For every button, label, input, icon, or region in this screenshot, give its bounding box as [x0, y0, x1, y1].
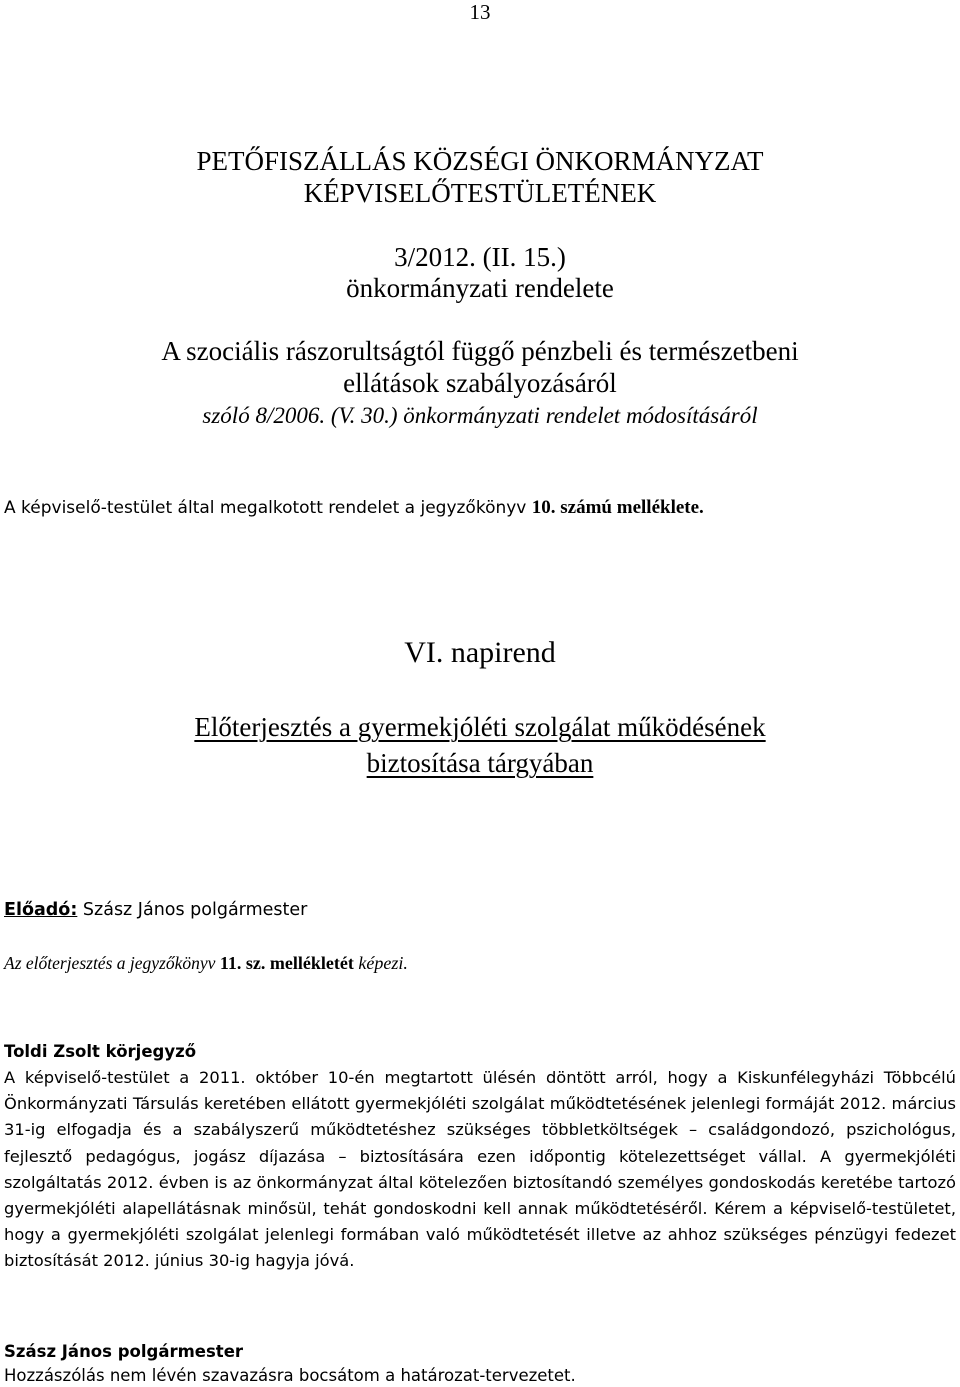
presenter-label: Előadó: — [4, 900, 78, 920]
decree-number: 3/2012. (II. 15.) — [394, 242, 566, 272]
decree-subject-line2: ellátások szabályozásáról — [343, 368, 617, 398]
speaker-szasz-text: Hozzászólás nem lévén szavazásra bocsátom a határozat-tervezetet. — [4, 1366, 576, 1385]
annex-note — [4, 495, 704, 521]
annex-note-bold: 10. számú melléklete. — [531, 497, 704, 518]
amended-decree-line: szóló 8/2006. (V. 30.) önkormányzati rendelet módosításáról — [202, 403, 758, 428]
attachment-note — [4, 949, 408, 977]
agenda-number: VI. napirend — [404, 636, 556, 669]
speaker-toldi-text: A képviselő-testület a 2011. október 10-én megtartott ülésén döntött arról, hogy a Kiskunfélegyházi Többcélú Önkormányzati Társulás keretében ellátott gyermekjóléti szolgálat működtetésének jelenlegi formáját 2012. március 31-ig elfogadja és a szabályszerű működtetéshez szükséges többletköltségek – családgondozó, pszichológus, fejlesztő pedagógus, jogász díjazása – biztosítására ezen időpontig kötelezettséget vállal. A gyermekjóléti szolgáltatás 2012. évben is az önkormányzat által kötelezően biztosítandó személyes gondoskodás keretébe tartozó gyermekjóléti alapellátásnak minősül, tehát gondoskodni kell annak működtetéséről. Kérem a képviselő-testületet, hogy a gyermekjóléti szolgálat jelenlegi formában való működtetését illetve az ahhoz szükséges pénzügyi fedezet biztosítását 2012. június 30-ig hagyja jóvá. — [4, 1068, 956, 1271]
attachment-note-suffix: képezi. — [358, 953, 408, 973]
presenter-name: Szász János polgármester — [82, 900, 308, 920]
presenter-line — [4, 896, 307, 924]
page-number: 13 — [469, 0, 491, 24]
org-title-line2: KÉPVISELŐTESTÜLETÉNEK — [303, 178, 657, 208]
attachment-note-bold: 11. sz. mellékletét — [219, 953, 354, 973]
decree-type: önkormányzati rendelete — [346, 273, 614, 303]
speaker-szasz: Szász János polgármester — [4, 1342, 244, 1361]
agenda-title-line2: biztosítása tárgyában — [366, 748, 594, 778]
decree-subject-line1: A szociális rászorultságtól függő pénzbeli és természetbeni — [161, 336, 799, 366]
attachment-note-prefix: Az előterjesztés a jegyzőkönyv — [4, 953, 216, 973]
org-title-line1: PETŐFISZÁLLÁS KÖZSÉGI ÖNKORMÁNYZAT — [196, 146, 764, 176]
agenda-title-line1: Előterjesztés a gyermekjóléti szolgálat működésének — [194, 712, 766, 742]
annex-note-text: A képviselő-testület által megalkotott rendelet a jegyzőkönyv — [4, 498, 527, 518]
speaker-toldi: Toldi Zsolt körjegyző — [4, 1042, 197, 1061]
